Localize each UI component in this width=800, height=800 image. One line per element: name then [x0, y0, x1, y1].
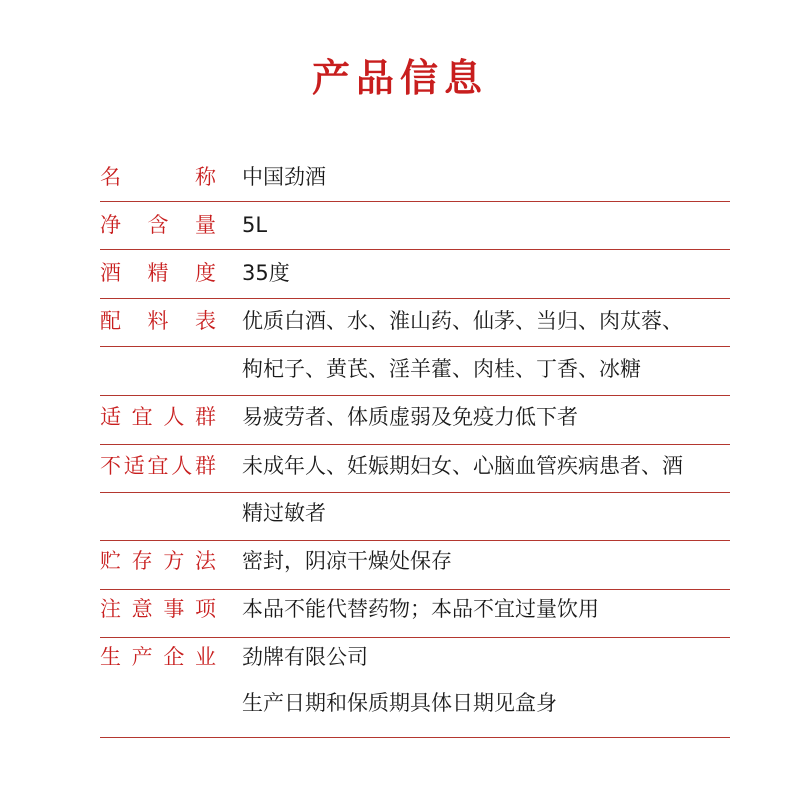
- row-label: [100, 162, 216, 192]
- row-divider: [100, 444, 730, 445]
- product-info-table: [100, 0, 730, 800]
- label-char: 群: [194, 405, 216, 429]
- row-divider: [100, 201, 730, 202]
- label-char: 适: [123, 454, 145, 478]
- label-char: 注: [100, 597, 121, 621]
- row-value: 精过敏者: [242, 501, 326, 525]
- row-label: [100, 258, 216, 288]
- label-char: 度: [195, 261, 216, 285]
- row-label: [100, 306, 216, 336]
- row-label: [100, 642, 216, 672]
- label-char: 表: [195, 309, 216, 333]
- label-char: 净: [100, 213, 121, 237]
- label-char: 方: [163, 549, 185, 573]
- label-char: 贮: [100, 549, 121, 573]
- label-char: 称: [195, 165, 216, 189]
- label-char: 存: [131, 549, 153, 573]
- row-value: 劲牌有限公司: [242, 645, 368, 669]
- row-value: 本品不能代替药物；本品不宜过量饮用: [242, 597, 599, 621]
- label-char: 含: [147, 213, 169, 237]
- row-label: [100, 402, 216, 432]
- row-label: [100, 546, 216, 576]
- label-char: 业: [194, 645, 216, 669]
- label-char: 精: [147, 261, 169, 285]
- row-value: 易疲劳者、体质虚弱及免疫力低下者: [242, 405, 578, 429]
- label-char: 生: [100, 645, 121, 669]
- row-divider: [100, 346, 730, 347]
- row-value: 密封，阴凉干燥处保存: [242, 549, 452, 573]
- label-char: 宜: [131, 405, 153, 429]
- label-char: 事: [163, 597, 185, 621]
- label-char: 意: [131, 597, 153, 621]
- label-char: 宜: [147, 454, 169, 478]
- label-char: 人: [171, 454, 193, 478]
- row-divider: [100, 637, 730, 638]
- label-char: 产: [131, 645, 153, 669]
- label-char: 人: [163, 405, 185, 429]
- row-divider: [100, 492, 730, 493]
- row-divider: [100, 737, 730, 738]
- row-divider: [100, 589, 730, 590]
- page-title: 产品信息: [311, 56, 488, 100]
- label-char: 配: [100, 309, 121, 333]
- label-char: 群: [195, 454, 216, 478]
- label-char: 名: [100, 165, 121, 189]
- label-char: 项: [194, 597, 216, 621]
- row-value: 5L: [242, 213, 268, 237]
- row-divider: [100, 249, 730, 250]
- row-divider: [100, 395, 730, 396]
- row-divider: [100, 298, 730, 299]
- row-label: [100, 594, 216, 624]
- label-char: 料: [147, 309, 169, 333]
- label-char: 适: [100, 405, 121, 429]
- row-label: [100, 451, 216, 481]
- label-char: 法: [194, 549, 216, 573]
- row-value: 35度: [242, 261, 290, 285]
- row-value: 未成年人、妊娠期妇女、心脑血管疾病患者、酒: [242, 454, 683, 478]
- label-char: 酒: [100, 261, 121, 285]
- row-value: 枸杞子、黄芪、淫羊藿、肉桂、丁香、冰糖: [242, 357, 641, 381]
- label-char: 不: [100, 454, 121, 478]
- row-label: [100, 210, 216, 240]
- row-value: 中国劲酒: [242, 165, 326, 189]
- row-divider: [100, 540, 730, 541]
- row-value: 生产日期和保质期具体日期见盒身: [242, 691, 557, 715]
- label-char: 企: [163, 645, 185, 669]
- row-value: 优质白酒、水、淮山药、仙茅、当归、肉苁蓉、: [242, 309, 683, 333]
- label-char: 量: [195, 213, 216, 237]
